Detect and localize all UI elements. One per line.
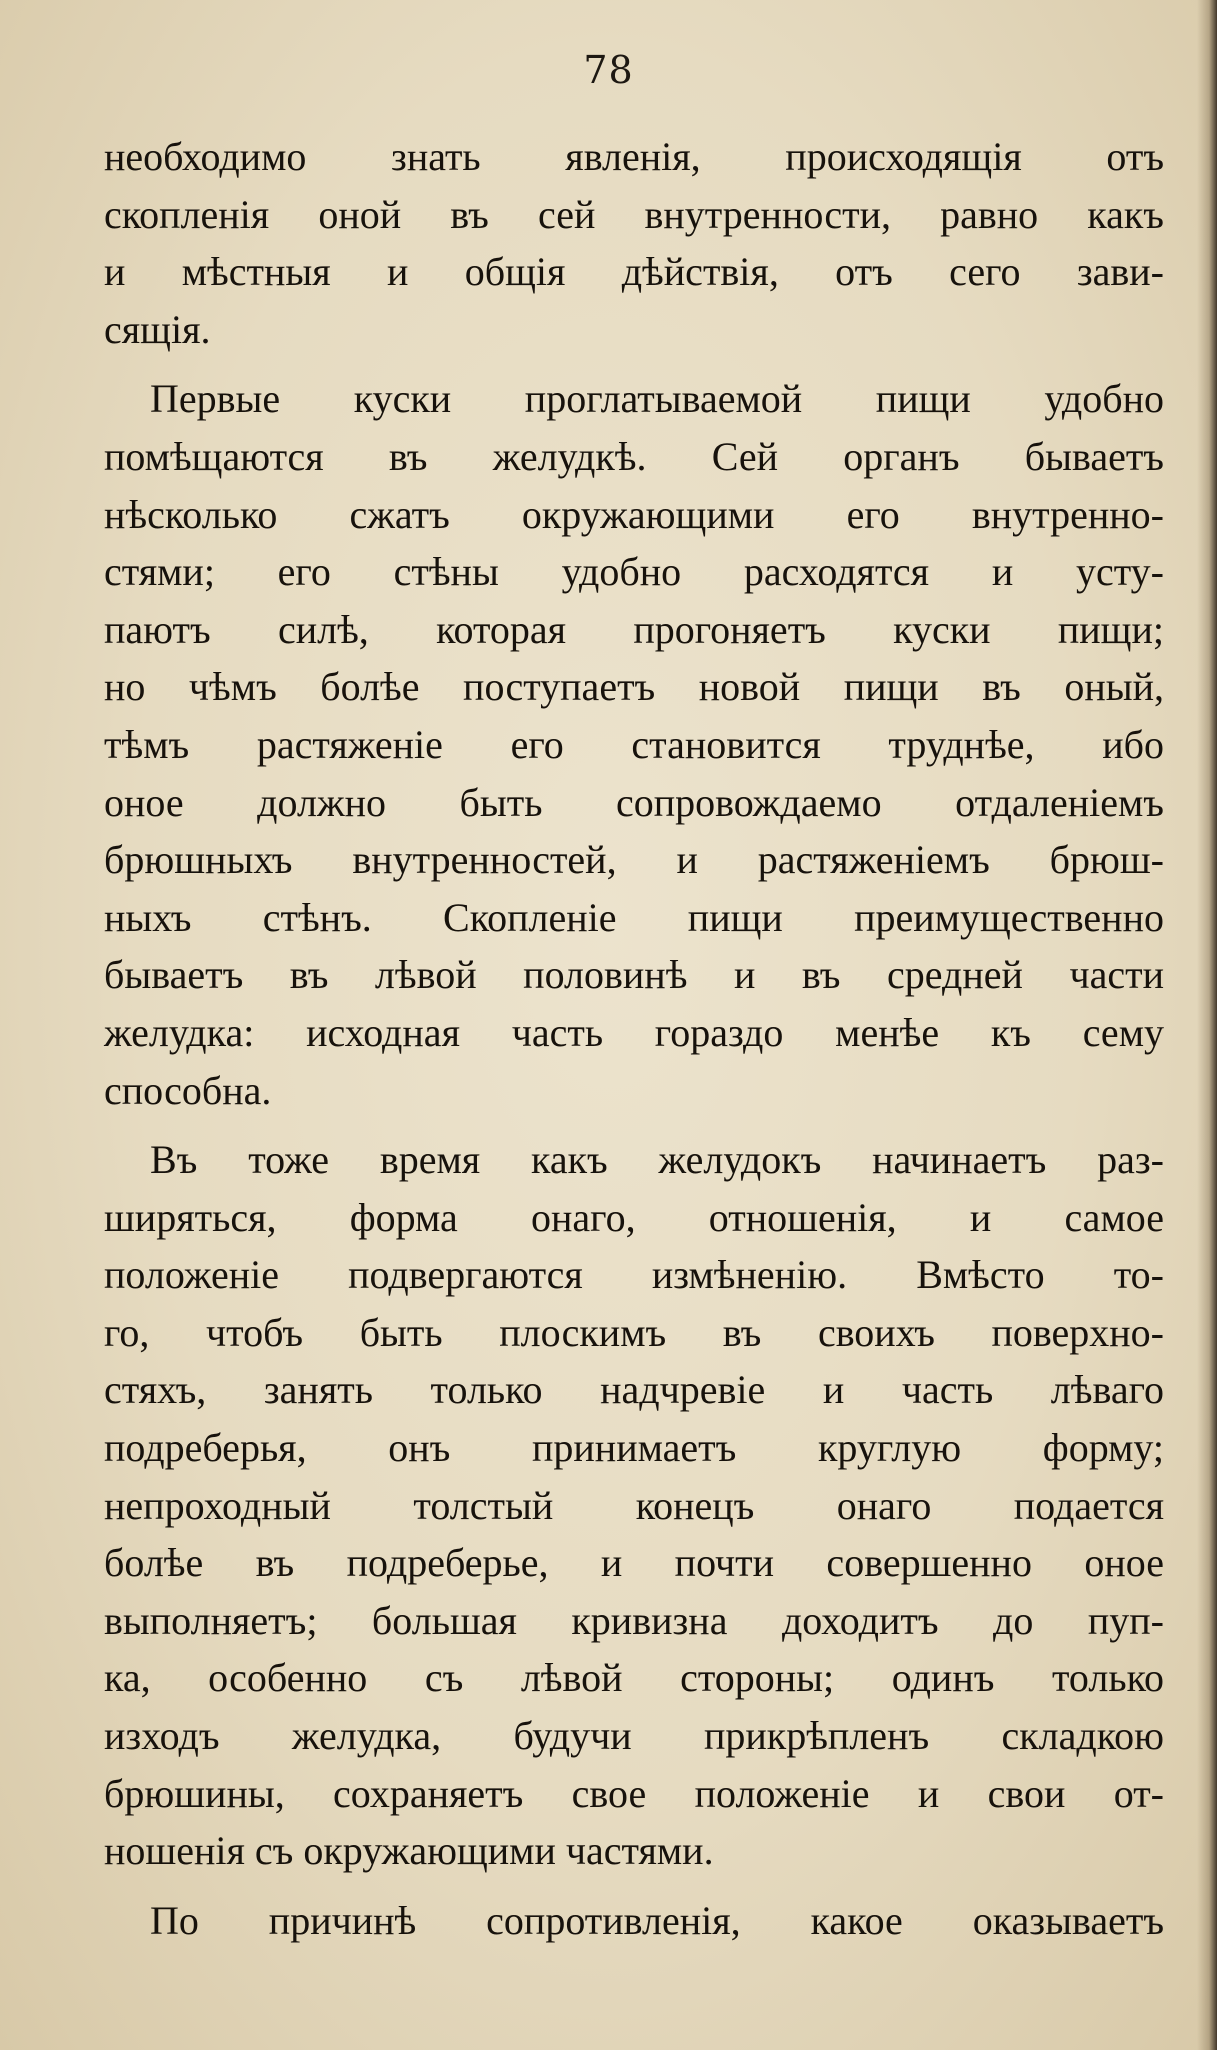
paragraph-3 [104, 1131, 1164, 1880]
page-number: 78 [583, 48, 634, 92]
body-text [104, 128, 1164, 1961]
text-line: ка, особенно съ лѣвой стороны; одинъ только [104, 1655, 1164, 1701]
text-line: го, чтобъ быть плоскимъ въ своихъ поверхно- [104, 1309, 1164, 1355]
text-line: оное должно быть сопровождаемо отдаленіемъ [104, 779, 1164, 825]
text-line: помѣщаются въ желудкѣ. Сей органъ бываетъ [104, 433, 1164, 479]
text-line: сящія. [104, 306, 211, 352]
text-line: скопленія оной въ сей внутренности, равно какъ [104, 191, 1164, 237]
text-line: Первые куски проглатываемой пищи удобно [150, 376, 1164, 422]
text-line: паютъ силѣ, которая прогоняетъ куски пищи; [104, 606, 1164, 652]
text-line: непроходный толстый конецъ онаго подается [104, 1482, 1164, 1528]
text-line: и мѣстныя и общія дѣйствія, отъ сего зави- [104, 249, 1164, 295]
text-line: ширяться, форма онаго, отношенія, и самое [104, 1194, 1164, 1240]
text-line: тѣмъ растяженіе его становится труднѣе, ибо [104, 721, 1164, 767]
text-line: По причинѣ сопротивленія, какое оказываетъ [150, 1897, 1164, 1943]
text-line: нѣсколько сжатъ окружающими его внутренно- [104, 491, 1164, 537]
text-line: стями; его стѣны удобно расходятся и усту- [104, 549, 1164, 595]
text-line: ныхъ стѣнъ. Скопленіе пищи преимущественно [104, 894, 1164, 940]
text-line: желудка: исходная часть гораздо менѣе къ сему [104, 1009, 1164, 1055]
paragraph-2 [104, 370, 1164, 1119]
page-edge-shadow [1197, 0, 1217, 2050]
paragraph-4 [104, 1892, 1164, 1950]
text-line: необходимо знать явленія, происходящія отъ [104, 134, 1164, 179]
text-line: положеніе подвергаются измѣненію. Вмѣсто то- [104, 1252, 1164, 1298]
text-line: выполняетъ; большая кривизна доходитъ до пуп- [104, 1597, 1164, 1643]
text-line: способна. [104, 1067, 272, 1113]
text-line: ношенія съ окружающими частями. [104, 1828, 714, 1874]
text-line: но чѣмъ болѣе поступаетъ новой пищи въ оный, [104, 664, 1164, 710]
text-line: болѣе въ подреберье, и почти совершенно оное [104, 1540, 1164, 1586]
text-line: брюшины, сохраняетъ свое положеніе и свои от- [104, 1770, 1164, 1816]
text-line: Въ тоже время какъ желудокъ начинаетъ раз- [150, 1137, 1164, 1183]
paragraph-1 [104, 128, 1164, 358]
text-line: подреберья, онъ принимаетъ круглую форму; [104, 1425, 1164, 1471]
text-line: брюшныхъ внутренностей, и растяженіемъ брюш- [104, 837, 1164, 883]
text-line: стяхъ, занять только надчревіе и часть лѣваго [104, 1367, 1164, 1413]
text-line: бываетъ въ лѣвой половинѣ и въ средней части [104, 952, 1164, 998]
text-line: изходъ желудка, будучи прикрѣпленъ складкою [104, 1713, 1164, 1759]
